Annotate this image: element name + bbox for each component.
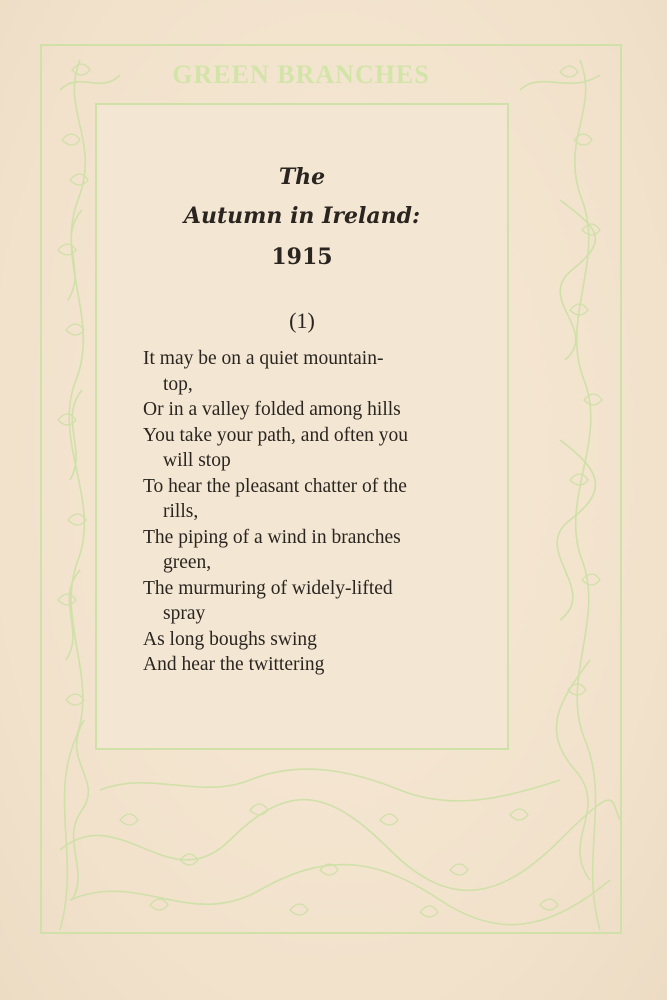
poem-line: And hear the twittering bbox=[143, 654, 325, 675]
poem-line: rills, bbox=[163, 501, 199, 522]
poem-line: Or in a valley folded among hills bbox=[143, 399, 401, 420]
running-head: GREEN BRANCHES bbox=[172, 60, 430, 89]
poem-line: top, bbox=[163, 373, 193, 395]
title-line-3: 1915 bbox=[271, 244, 333, 270]
poem-line: spray bbox=[163, 603, 206, 624]
poem-line: The piping of a wind in branches bbox=[143, 526, 401, 548]
title-line-1: The bbox=[278, 164, 326, 190]
section-number: (1) bbox=[289, 308, 315, 333]
poem-line: You take your path, and often you bbox=[143, 424, 409, 446]
poem-line: To hear the pleasant chatter of the bbox=[143, 475, 407, 497]
poem-line: green, bbox=[163, 552, 212, 573]
poem-line: The murmuring of widely-lifted bbox=[143, 577, 393, 599]
poem-line: As long boughs swing bbox=[143, 628, 317, 650]
title-line-2: Autumn in Ireland: bbox=[183, 203, 421, 229]
poem-line: It may be on a quiet mountain- bbox=[143, 348, 384, 369]
poem-body bbox=[143, 346, 463, 678]
poem-line: will stop bbox=[163, 450, 231, 471]
